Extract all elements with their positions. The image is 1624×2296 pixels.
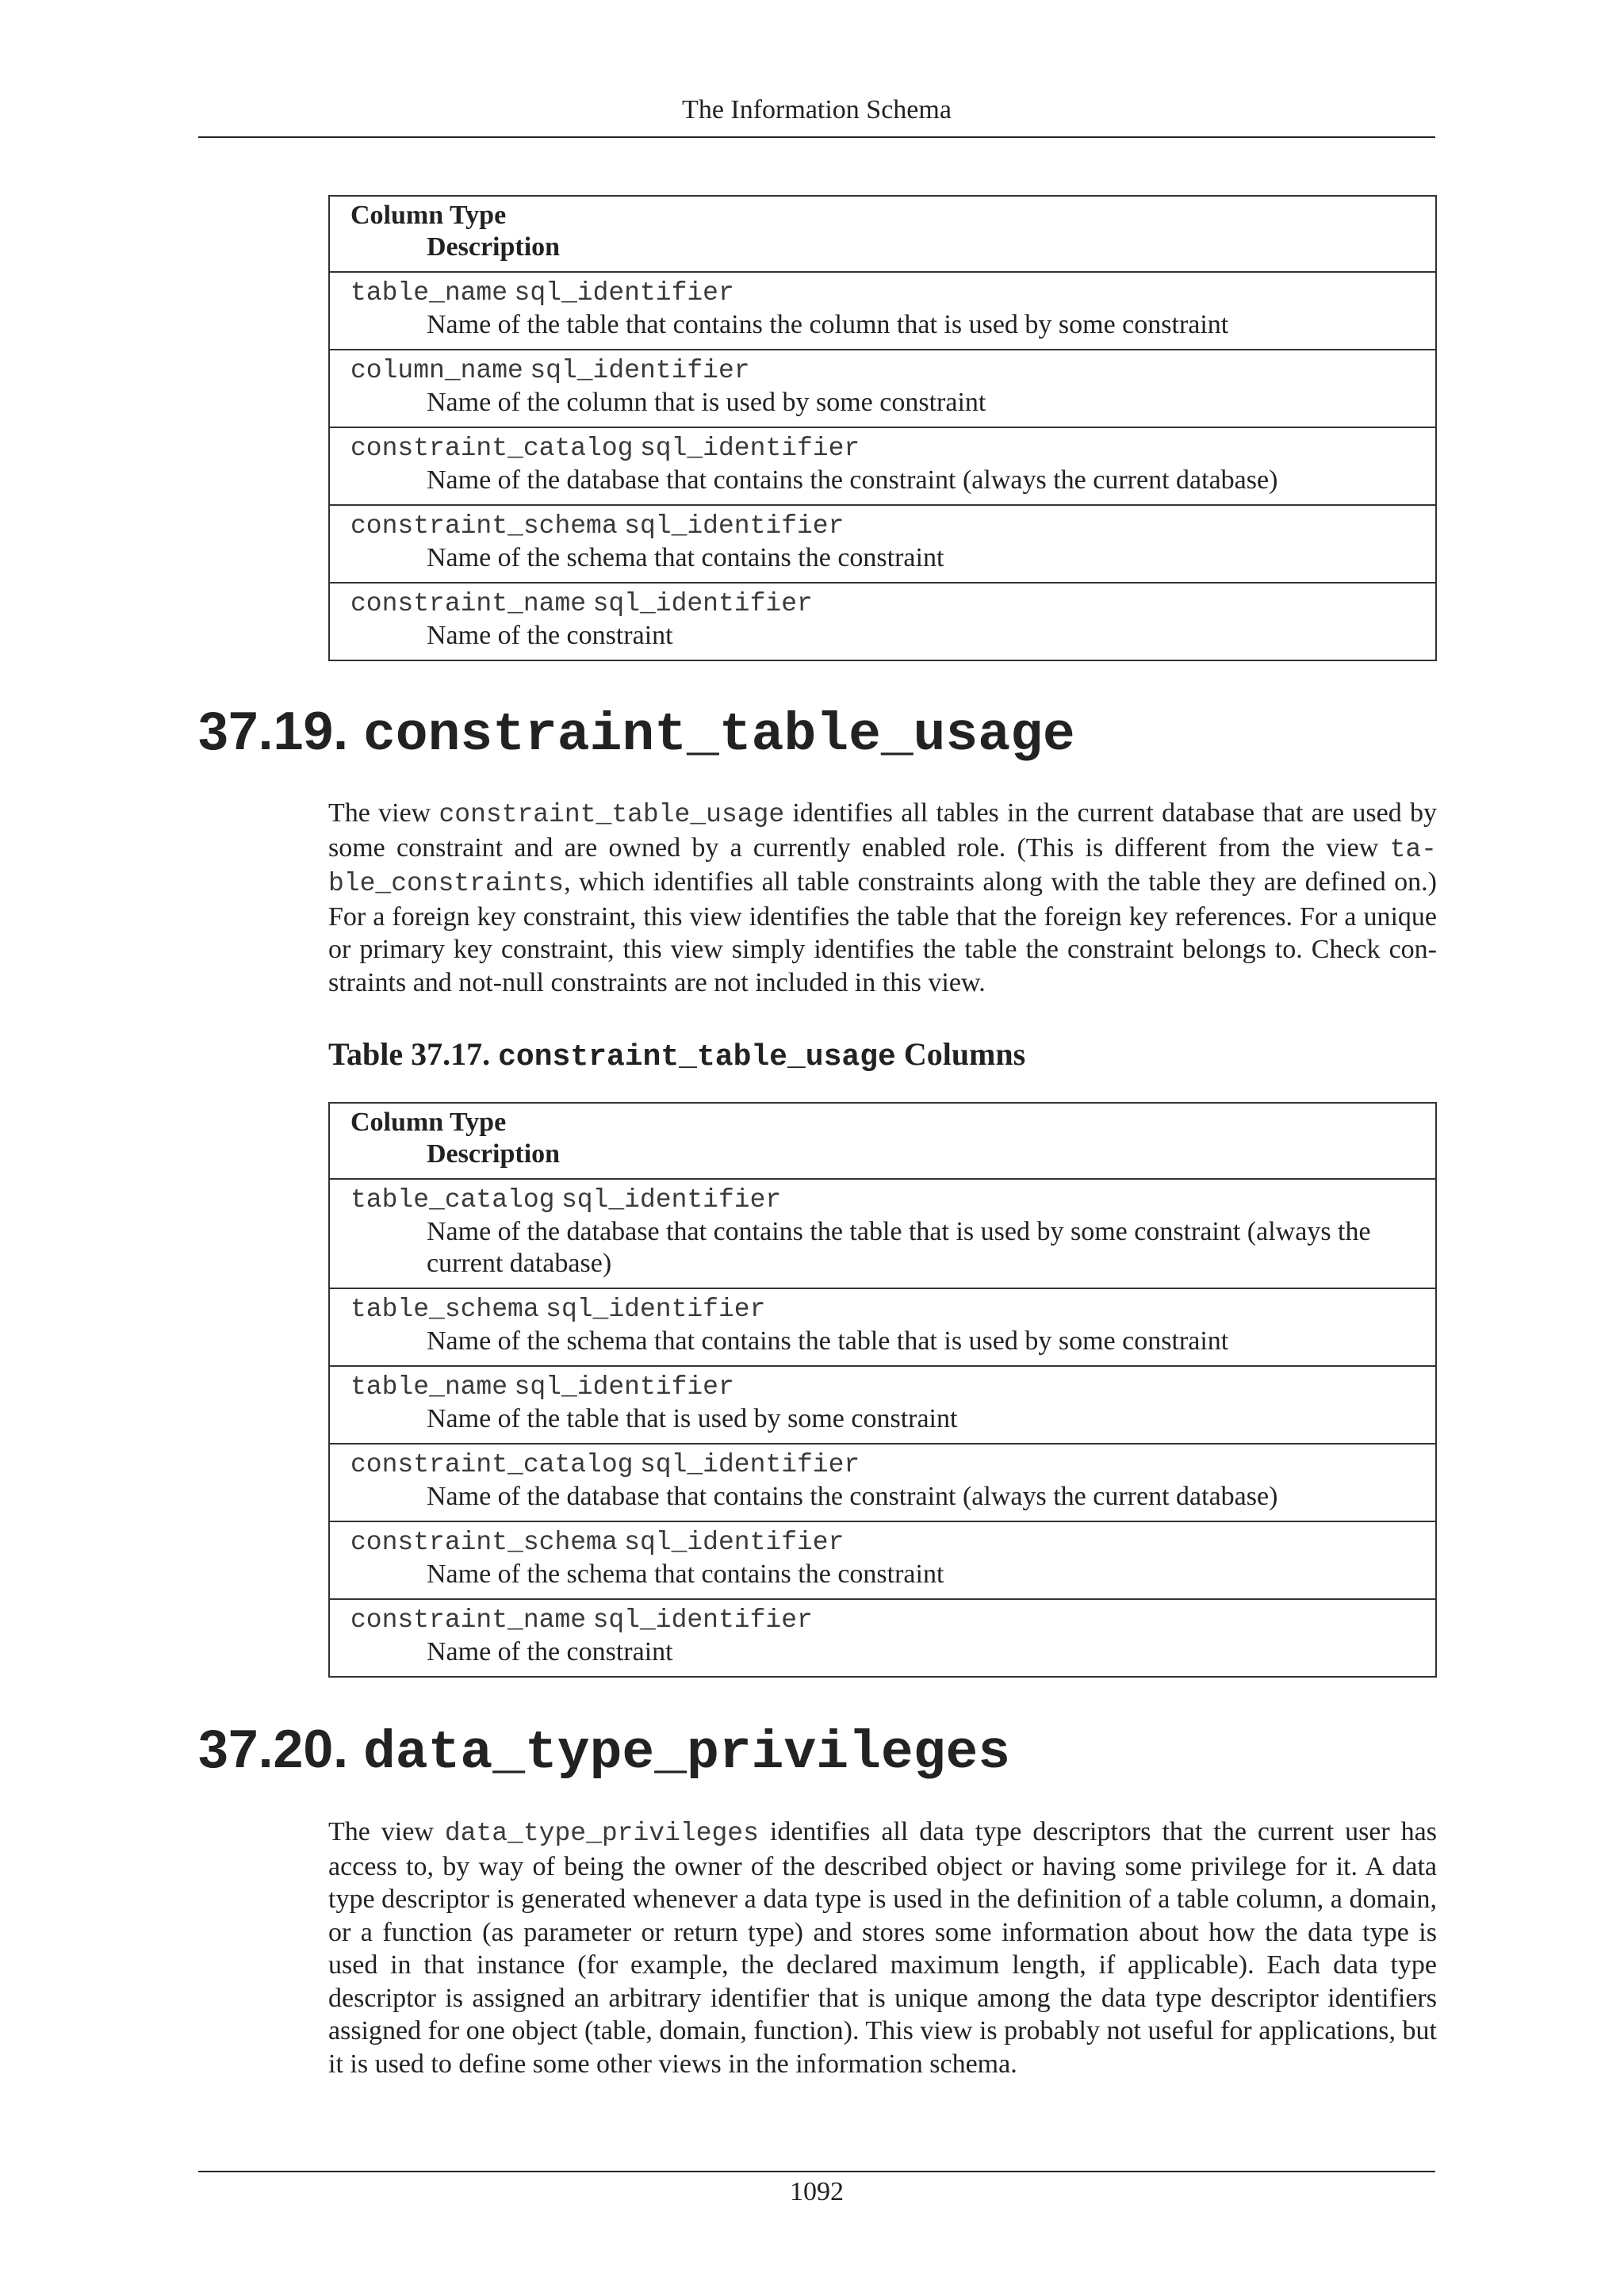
column-name: table_catalog: [350, 1185, 555, 1215]
column-name: constraint_catalog: [350, 1450, 634, 1479]
column-type: sql_identifier: [592, 589, 813, 618]
section-paragraph: The view constraint_table_usage identifies all tables in the current database that are used by some constraint and are owned by a currently enabled role. (This is different from the view ta- ble_constraints, which identifies all table constraints along with the table they are defined on.) For a foreign key constraint, this view identifies the table that the foreign key references. For a unique or primary key constraint, this view simply identifies the table the constraint belongs to. Check con-straints and not-null constraints are not included in this view.: [328, 798, 1437, 997]
column-type: sql_identifier: [592, 1605, 813, 1635]
table-row: [329, 350, 1436, 427]
section-heading-data-type-privileges: [198, 1717, 1010, 1785]
section-title: data_type_privileges: [362, 1723, 1011, 1784]
column-name: constraint_schema: [350, 1528, 618, 1557]
header-description: Description: [427, 232, 561, 262]
column-name: column_name: [350, 356, 523, 385]
section-title: constraint_table_usage: [362, 705, 1075, 766]
table-row: [329, 1444, 1436, 1521]
table-row: [329, 1521, 1436, 1599]
header-column-type: Column Type: [350, 201, 507, 230]
column-type: sql_identifier: [624, 1528, 845, 1557]
table-row: [329, 1288, 1436, 1366]
table-row: [329, 1366, 1436, 1444]
column-type: sql_identifier: [561, 1185, 782, 1215]
inline-code: ble_constraints: [328, 869, 565, 898]
column-name: constraint_catalog: [350, 434, 634, 463]
column-description: Name of the table that is used by some constraint: [427, 1404, 958, 1433]
table-row: [329, 583, 1436, 660]
column-type: sql_identifier: [624, 511, 845, 541]
column-type: sql_identifier: [514, 1372, 734, 1402]
columns-table-key-column-usage: [328, 195, 1437, 661]
column-name: constraint_name: [350, 1605, 587, 1635]
inline-code: ta-: [1389, 834, 1437, 864]
section-heading-constraint-table-usage: [198, 699, 1075, 767]
table-header-row: [329, 1103, 1436, 1179]
inline-code: data_type_privileges: [444, 1819, 759, 1848]
column-name: table_schema: [350, 1295, 539, 1324]
column-type: sql_identifier: [546, 1295, 766, 1324]
table-row: [329, 272, 1436, 350]
column-description: Name of the schema that contains the constraint: [427, 543, 944, 572]
page-number: 1092: [790, 2177, 844, 2206]
footer-rule: [198, 2171, 1435, 2172]
table-caption: Table 37.17. constraint_table_usage Columns: [328, 1036, 1026, 1074]
column-type: sql_identifier: [639, 434, 860, 463]
column-description: Name of the schema that contains the constraint: [427, 1559, 944, 1589]
table-row: [329, 1179, 1436, 1288]
section-number: 37.20.: [198, 1719, 349, 1779]
column-type: sql_identifier: [639, 1450, 860, 1479]
column-description: Name of the database that contains the constraint (always the current database): [427, 1482, 1278, 1511]
column-description: Name of the schema that contains the table that is used by some constraint: [427, 1326, 1229, 1356]
section-number: 37.19.: [198, 701, 349, 761]
table-row: [329, 1599, 1436, 1677]
inline-code: constraint_table_usage: [439, 800, 785, 829]
header-description: Description: [427, 1139, 561, 1169]
column-name: constraint_name: [350, 589, 587, 618]
header-rule: [198, 136, 1435, 138]
column-description: Name of the table that contains the column that is used by some constraint: [427, 310, 1229, 339]
column-type: sql_identifier: [530, 356, 750, 385]
column-name: table_name: [350, 278, 508, 308]
column-name: constraint_schema: [350, 511, 618, 541]
column-description: Name of the database that contains the constraint (always the current database): [427, 465, 1278, 495]
column-type: sql_identifier: [514, 278, 734, 308]
column-description: Name of the database that contains the table that is used by some constraint (always the current database): [427, 1217, 1371, 1278]
section-paragraph: The view data_type_privileges identifies all data type descriptors that the current user has access to, by way of being the owner of the described object or having some privilege for it. A data type descriptor is generated whenever a data type is used in the definition of a table column, a domain, or a function (as parameter or return type) and stores some information about how the data type is used in that instance (for example, the declared maximum length, if applicable). Each data type descriptor is assigned an arbitrary identifier that is unique among the data type descriptor identifiers assigned for one object (table, domain, function). This view is probably not useful for applications, but it is used to define some other views in the information schema.: [328, 1817, 1437, 2079]
column-description: Name of the constraint: [427, 621, 673, 650]
column-description: Name of the constraint: [427, 1637, 673, 1667]
table-caption-code: constraint_table_usage: [498, 1040, 896, 1074]
columns-table-constraint-table-usage: [328, 1102, 1437, 1678]
header-column-type: Column Type: [350, 1108, 507, 1137]
column-name: table_name: [350, 1372, 508, 1402]
table-row: [329, 427, 1436, 505]
table-header-row: [329, 196, 1436, 272]
running-header: The Information Schema: [682, 95, 952, 124]
table-row: [329, 505, 1436, 583]
column-description: Name of the column that is used by some constraint: [427, 388, 986, 417]
